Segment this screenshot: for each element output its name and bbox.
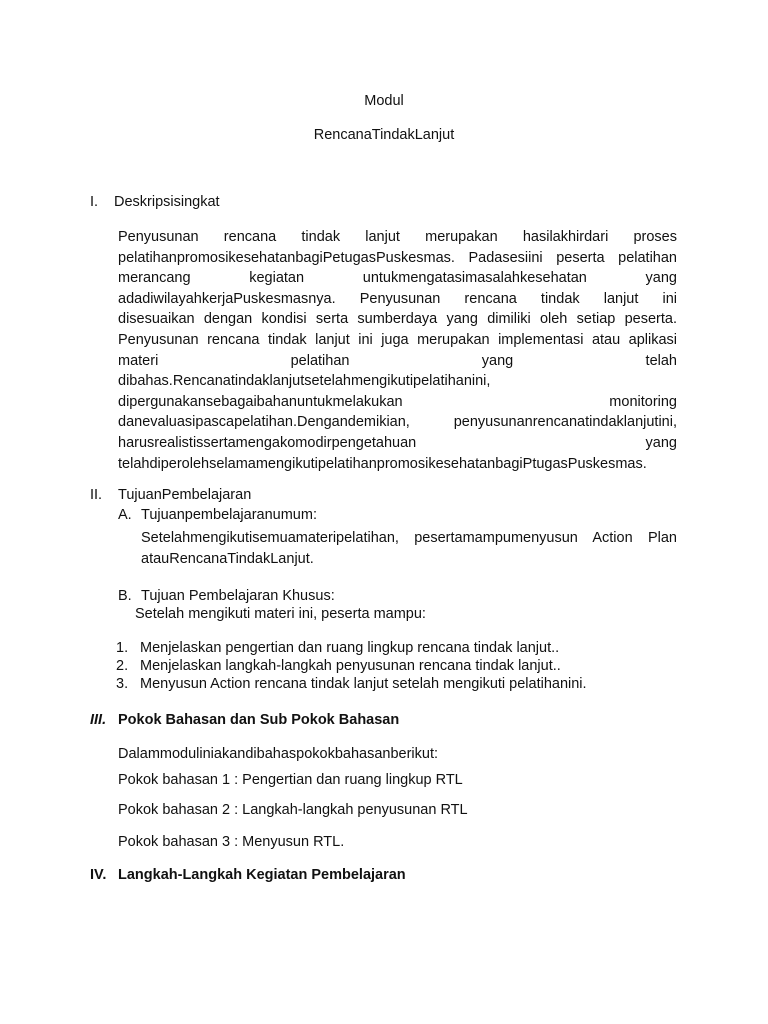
paragraph-line: adadiwilayahkerjaPuskesmasnya. Penyusunan rencana tindak lanjut ini	[118, 290, 677, 307]
section-3-intro: Dalammoduliniakandibahaspokokbahasanberikut:	[118, 746, 439, 762]
section-3-numeral: III.	[90, 712, 107, 728]
objective-item: Menjelaskan pengertian dan ruang lingkup rencana tindak lanjut..	[140, 640, 560, 656]
document-title: Modul	[364, 93, 404, 109]
paragraph-line: merancang kegiatan untukmengatasimasalahkesehatan yang	[118, 270, 677, 287]
paragraph-line: telahdiperolehselamamengikutipelatihanpromosikesehatanbagiPtugasPuskesmas.	[118, 455, 647, 472]
paragraph-line: harusrealistissertamengakomodirpengetahuan yang	[118, 434, 677, 451]
topic-item: Pokok bahasan 2 : Langkah-langkah penyusunan RTL	[118, 802, 468, 818]
paragraph-line: dibahas.Rencanatindaklanjutsetelahmengikutipelatihanini,	[118, 373, 491, 390]
paragraph-line: danevaluasipascapelatihan.Dengandemikian, penyusunanrencanatindaklanjutini,	[118, 414, 677, 431]
paragraph-line: dipergunakansebagaibahanuntukmelakukan monitoring	[118, 393, 677, 410]
section-1-heading: Deskripsisingkat	[114, 194, 220, 210]
topic-item: Pokok bahasan 1 : Pengertian dan ruang lingkup RTL	[118, 772, 463, 788]
section-2-numeral: II.	[90, 487, 103, 503]
paragraph-line: materi pelatihan yang telah	[118, 352, 677, 369]
paragraph-line: pelatihanpromosikesehatanbagiPetugasPuskesmas. Padasesiini peserta pelatihan	[118, 249, 677, 266]
subsection-a-label: A.	[118, 507, 132, 523]
subsection-b-label: B.	[118, 588, 132, 604]
subsection-b-intro: Setelah mengikuti materi ini, peserta mampu:	[135, 606, 426, 622]
paragraph-line: Penyusunan rencana tindak lanjut merupakan hasilakhirdari proses	[118, 229, 677, 245]
paragraph-line: Setelahmengikutisemuamateripelatihan, pesertamampumenyusun Action Plan	[141, 530, 677, 546]
subsection-b-heading: Tujuan Pembelajaran Khusus:	[141, 588, 335, 604]
document-subtitle: RencanaTindakLanjut	[313, 127, 455, 143]
objective-number: 2.	[116, 658, 129, 674]
paragraph-line: disesuaikan dengan kondisi serta sumberdaya yang dimiliki oleh setiap peserta.	[118, 311, 677, 328]
subsection-a-paragraph	[141, 528, 677, 569]
section-1-paragraph	[118, 227, 677, 474]
subsection-a-heading: Tujuanpembelajaranumum:	[141, 507, 317, 523]
objective-item: Menyusun Action rencana tindak lanjut setelah mengikuti pelatihanini.	[140, 676, 587, 692]
paragraph-line: Penyusunan rencana tindak lanjut ini juga merupakan implementasi atau aplikasi	[118, 331, 677, 348]
section-2-heading: TujuanPembelajaran	[118, 487, 252, 503]
objective-number: 1.	[116, 640, 129, 656]
section-3-heading: Pokok Bahasan dan Sub Pokok Bahasan	[118, 712, 400, 728]
section-4-heading: Langkah-Langkah Kegiatan Pembelajaran	[118, 867, 406, 883]
objective-number: 3.	[116, 676, 129, 692]
objective-item: Menjelaskan langkah-langkah penyusunan rencana tindak lanjut..	[140, 658, 561, 674]
topic-item: Pokok bahasan 3 : Menyusun RTL.	[118, 834, 345, 850]
paragraph-line: atauRencanaTindakLanjut.	[141, 550, 314, 567]
section-1-numeral: I.	[90, 194, 99, 210]
section-4-numeral: IV.	[90, 867, 107, 883]
